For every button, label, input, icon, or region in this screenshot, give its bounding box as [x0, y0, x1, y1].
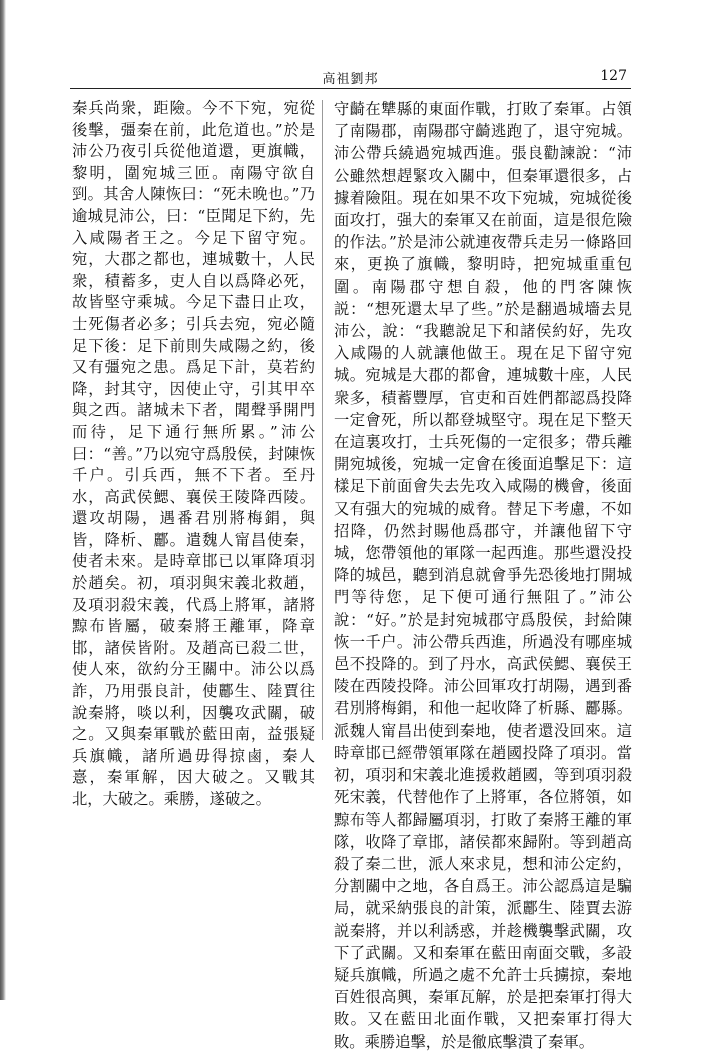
- translation-column: [334, 98, 632, 1053]
- classical-text: 秦兵尚衆，距險。今不下宛，宛從後擊，彊秦在前，此危道也。”於是沛公乃夜引兵從他道還，更旗幟，黎明，圍宛城三匝。南陽守欲自剄。其舍人陳恢曰：“死未晚也。”乃逾城見沛公，曰：“臣聞足下約，先入咸陽者王之。今足下留守宛。宛，大郡之都也，連城數十，人民衆，積蓄多，吏人自以爲降必死，故皆堅守乘城。今足下盡日止攻，士死傷者必多；引兵去宛，宛必隨足下後：足下前則失咸陽之約，後又有彊宛之患。爲足下計，莫若約降，封其守，因使止守，引其甲卒與之西。諸城未下者，聞聲爭開門而待，足下通行無所累。”沛公曰：“善。”乃以宛守爲殷侯，封陳恢千户。引兵西，無不下者。至丹水，高武侯鰓、襄侯王陵降西陵。還攻胡陽，遇番君別將梅鋗，與皆，降析、酈。遣魏人甯昌使秦，使者未來。是時章邯已以軍降項羽於趙矣。初，項羽與宋義北救趙，及項羽殺宋義，代爲上將軍，諸將黥布皆屬，破秦將王離軍，降章邯，諸侯皆附。及趙高已殺二世，使人來，欲約分王關中。沛公以爲詐，乃用張良計，使酈生、陸賈往說秦將，啖以利，因襲攻武關，破之。又與秦軍戰於藍田南，益張疑兵旗幟，諸所過毋得掠鹵，秦人憙，秦軍解，因大破之。又戰其北，大破之。乘勝，遂破之。: [72, 99, 315, 808]
- translation-text: 守齮在犨縣的東面作戰，打敗了秦軍。占領了南陽郡，南陽郡守齮逃跑了，退守宛城。沛公帶兵繞過宛城西進。張良勸諫說：“沛公雖然想趕緊攻入關中，但秦軍還很多，占據着險阻。現在如果不攻下宛城，宛城從後面攻打，强大的秦軍又在前面，這是很危險的作法。”於是沛公就連夜帶兵走另一條路回來，更换了旗幟，黎明時，把宛城重重包圍。南陽郡守想自殺，他的門客陳恢説：“想死還太早了些。”於是翻過城墻去見沛公，說：“我聽說足下和諸侯約好，先攻入咸陽的人就讓他做王。現在足下留守宛城。宛城是大郡的都會，連城數十座，人民衆多，積蓄豐厚，官吏和百姓們都認爲投降一定會死，所以都登城堅守。現在足下整天在這裏攻打，士兵死傷的一定很多；帶兵離開宛城後，宛城一定會在後面追擊足下：這樣足下前面會失去先攻入咸陽的機會，後面又有强大的宛城的威脅。替足下考慮，不如招降，仍然封賜他爲郡守，并讓他留下守城，您帶領他的軍隊一起西進。那些還没投降的城邑，聽到消息就會爭先恐後地打開城門等待您，足下便可通行無阻了。”沛公說：“好。”於是封宛城郡守爲殷侯，封給陳恢一千户。沛公帶兵西進，所過没有哪座城邑不投降的。到了丹水，高武侯鰓、襄侯王陵在西陵投降。沛公回軍攻打胡陽，遇到番君別將梅鋗，和他一起收降了析縣、酈縣。派魏人甯昌出使到秦地，使者還没回來。這時章邯已經帶領軍隊在趙國投降了項羽。當初，項羽和宋義北進援救趙國，等到項羽殺死宋義，代替他作了上將軍，各位將領，如黥布等人都歸屬項羽，打敗了秦將王離的軍隊，收降了章邯，諸侯都來歸附。等到趙高殺了秦二世，派人來求見，想和沛公定約，分割關中之地，各自爲王。沛公認爲這是騙局，就采納張良的計策，派酈生、陸賈去游説秦將，并以利誘惑，并趁機襲擊武關，攻下了武關。又和秦軍在藍田南面交戰，多設疑兵旗幟，所過之處不允許士兵擄掠，秦地百姓很高興，秦軍瓦解，於是把秦軍打得大敗。又在藍田北面作戰，又把秦軍打得大敗。乘勝追擊，於是徹底擊潰了秦軍。: [334, 100, 632, 1051]
- column-divider: [322, 100, 323, 740]
- classical-text-column: [72, 98, 315, 811]
- running-head: 高祖劉邦: [322, 72, 379, 87]
- page-header: [70, 68, 631, 89]
- scan-edge: [0, 0, 6, 1000]
- page-number: 127: [600, 68, 627, 84]
